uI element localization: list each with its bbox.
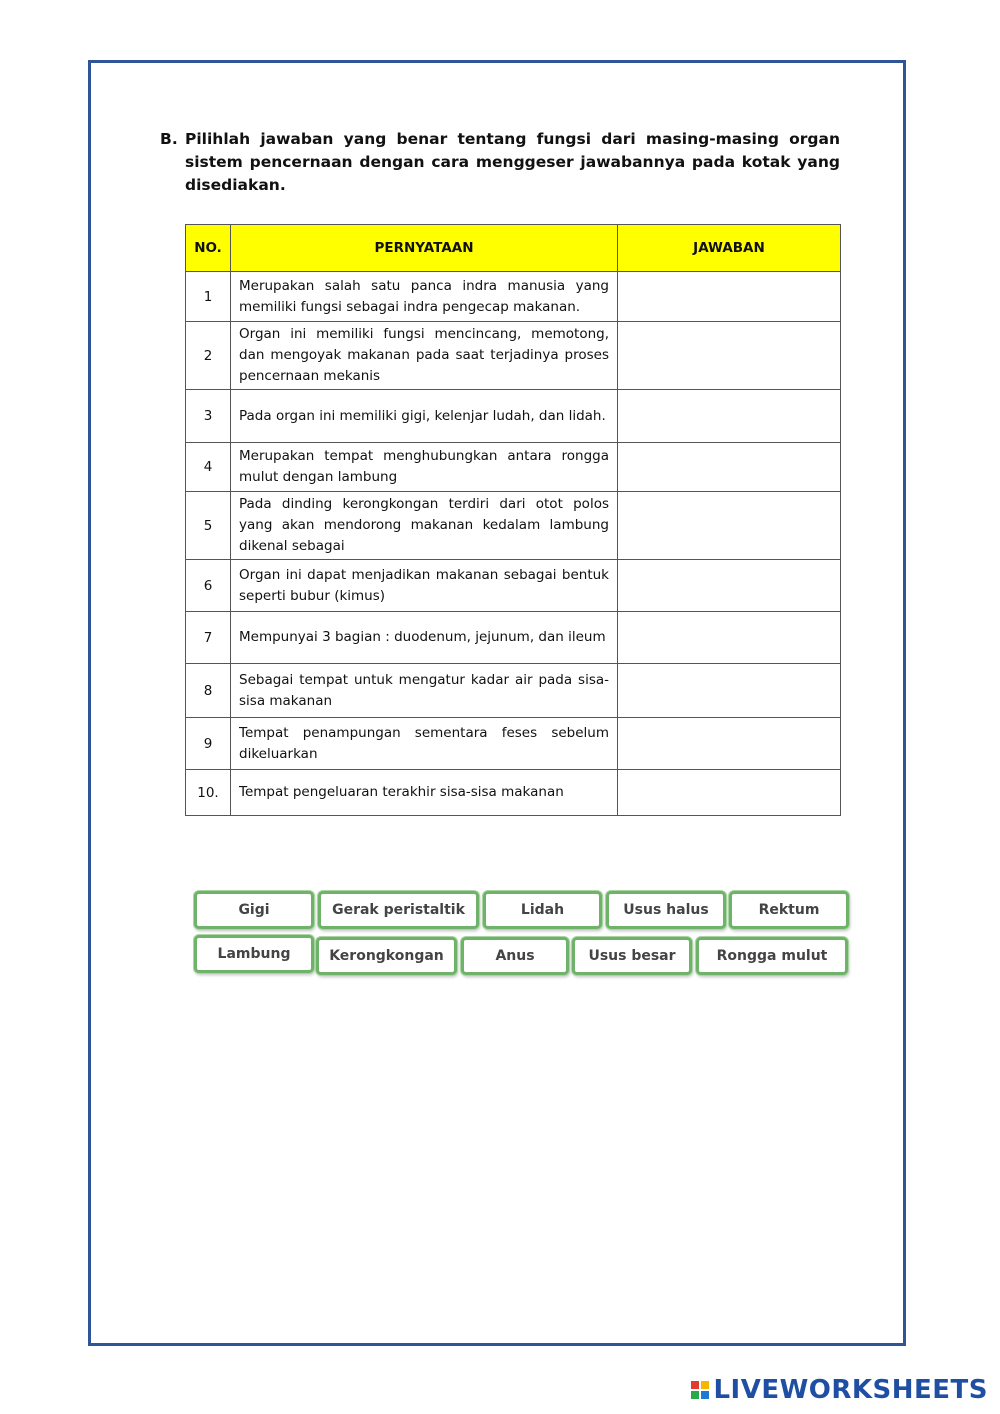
table-row bbox=[186, 560, 841, 612]
answer-drop-box[interactable] bbox=[618, 443, 841, 492]
table-row bbox=[186, 443, 841, 492]
row-statement: Pada organ ini memiliki gigi, kelenjar ludah, dan lidah. bbox=[231, 390, 618, 443]
logo-square bbox=[701, 1381, 709, 1389]
row-number: 5 bbox=[186, 492, 231, 560]
table-row bbox=[186, 322, 841, 390]
instruction bbox=[160, 128, 840, 197]
row-statement: Merupakan salah satu panca indra manusia yang memiliki fungsi sebagai indra pengecap makanan. bbox=[231, 272, 618, 322]
logo-square bbox=[701, 1391, 709, 1399]
row-number: 2 bbox=[186, 322, 231, 390]
row-number: 9 bbox=[186, 718, 231, 770]
question-table bbox=[185, 224, 841, 816]
answer-drop-box[interactable] bbox=[618, 390, 841, 443]
row-statement: Tempat pengeluaran terakhir sisa-sisa makanan bbox=[231, 770, 618, 816]
answer-chip-gerak-peristaltik[interactable]: Gerak peristaltik bbox=[318, 891, 479, 929]
header-no: NO. bbox=[186, 225, 231, 272]
answer-chip-usus-halus[interactable]: Usus halus bbox=[606, 891, 726, 929]
row-statement: Organ ini memiliki fungsi mencincang, memotong, dan mengoyak makanan pada saat terjadinya proses pencernaan mekanis bbox=[231, 322, 618, 390]
answer-chip-rektum[interactable]: Rektum bbox=[729, 891, 849, 929]
answer-drop-box[interactable] bbox=[618, 718, 841, 770]
row-number: 3 bbox=[186, 390, 231, 443]
instruction-text: Pilihlah jawaban yang benar tentang fungsi dari masing-masing organ sistem pencernaan dengan cara menggeser jawabannya pada kotak yang disediakan. bbox=[185, 130, 840, 194]
logo-square bbox=[691, 1381, 699, 1389]
row-statement: Tempat penampungan sementara feses sebelum dikeluarkan bbox=[231, 718, 618, 770]
answer-chip-gigi[interactable]: Gigi bbox=[194, 891, 314, 929]
answer-chip-lambung[interactable]: Lambung bbox=[194, 935, 314, 973]
table-row bbox=[186, 492, 841, 560]
answer-drop-box[interactable] bbox=[618, 664, 841, 718]
answer-chip-rongga-mulut[interactable]: Rongga mulut bbox=[696, 937, 848, 975]
logo-text: LIVEWORKSHEETS bbox=[713, 1375, 988, 1405]
answer-chip-kerongkongan[interactable]: Kerongkongan bbox=[316, 937, 457, 975]
row-number: 10. bbox=[186, 770, 231, 816]
table-header-row bbox=[186, 225, 841, 272]
table-row bbox=[186, 612, 841, 664]
answer-drop-box[interactable] bbox=[618, 492, 841, 560]
row-number: 1 bbox=[186, 272, 231, 322]
answer-chip-anus[interactable]: Anus bbox=[461, 937, 569, 975]
liveworksheets-logo[interactable] bbox=[691, 1374, 988, 1406]
table-row bbox=[186, 770, 841, 816]
table-row bbox=[186, 390, 841, 443]
answer-drop-box[interactable] bbox=[618, 560, 841, 612]
answer-chip-lidah[interactable]: Lidah bbox=[483, 891, 602, 929]
row-statement: Sebagai tempat untuk mengatur kadar air pada sisa-sisa makanan bbox=[231, 664, 618, 718]
header-statement: PERNYATAAN bbox=[231, 225, 618, 272]
table-row bbox=[186, 664, 841, 718]
row-number: 4 bbox=[186, 443, 231, 492]
row-statement: Merupakan tempat menghubungkan antara rongga mulut dengan lambung bbox=[231, 443, 618, 492]
answer-drop-box[interactable] bbox=[618, 272, 841, 322]
table-row bbox=[186, 272, 841, 322]
instruction-letter: B. bbox=[160, 130, 178, 148]
row-number: 7 bbox=[186, 612, 231, 664]
row-number: 6 bbox=[186, 560, 231, 612]
row-statement: Pada dinding kerongkongan terdiri dari otot polos yang akan mendorong makanan kedalam lambung dikenal sebagai bbox=[231, 492, 618, 560]
answer-drop-box[interactable] bbox=[618, 612, 841, 664]
answer-chip-usus-besar[interactable]: Usus besar bbox=[572, 937, 692, 975]
answer-drop-box[interactable] bbox=[618, 770, 841, 816]
logo-square bbox=[691, 1391, 699, 1399]
row-statement: Mempunyai 3 bagian : duodenum, jejunum, dan ileum bbox=[231, 612, 618, 664]
row-number: 8 bbox=[186, 664, 231, 718]
logo-grid-icon bbox=[691, 1381, 709, 1399]
table-row bbox=[186, 718, 841, 770]
header-answer: JAWABAN bbox=[618, 225, 841, 272]
row-statement: Organ ini dapat menjadikan makanan sebagai bentuk seperti bubur (kimus) bbox=[231, 560, 618, 612]
answer-drop-box[interactable] bbox=[618, 322, 841, 390]
